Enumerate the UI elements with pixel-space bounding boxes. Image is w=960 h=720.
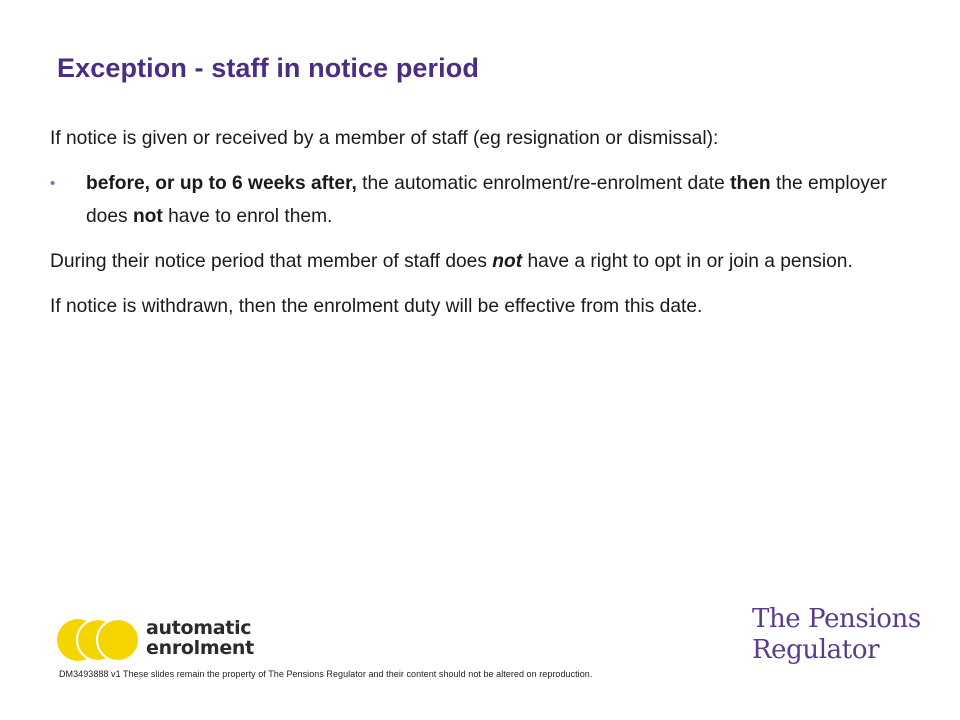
bullet-icon: • bbox=[50, 175, 56, 192]
automatic-enrolment-logo bbox=[56, 616, 256, 664]
ae-logo-line2: enrolment bbox=[146, 637, 254, 659]
footer-note: DM3493888 v1 These slides remain the property of The Pensions Regulator and their content should not be altered on reproduction. bbox=[59, 669, 593, 679]
paragraph-text: During their notice period that member of staff does bbox=[50, 251, 493, 272]
bullet-text: the employer does bbox=[86, 173, 887, 227]
slide-content bbox=[50, 122, 920, 335]
bullet-bold-text: before, or up to 6 weeks after, bbox=[86, 173, 357, 194]
bullet-text: have to enrol them. bbox=[162, 206, 333, 227]
bullet-text: the automatic enrolment/re-enrolment date bbox=[356, 173, 731, 194]
ae-logo-line1: automatic bbox=[146, 617, 252, 639]
notice-period-paragraph bbox=[50, 245, 920, 278]
emphasis-text: not bbox=[492, 251, 523, 272]
bullet-list bbox=[50, 167, 920, 233]
bullet-bold-text: then bbox=[730, 173, 771, 194]
slide-title: Exception - staff in notice period bbox=[57, 53, 479, 83]
pensions-regulator-logo bbox=[752, 604, 921, 666]
tpr-logo-line1: The Pensions bbox=[752, 604, 921, 634]
intro-paragraph: If notice is given or received by a member of staff (eg resignation or dismissal): bbox=[50, 128, 719, 149]
ae-circles-icon bbox=[56, 616, 140, 664]
withdrawn-paragraph: If notice is withdrawn, then the enrolment duty will be effective from this date. bbox=[50, 296, 703, 317]
list-item bbox=[50, 167, 920, 233]
tpr-logo-line2: Regulator bbox=[752, 635, 880, 665]
paragraph-text: have a right to opt in or join a pension. bbox=[522, 251, 853, 272]
ae-logo-text bbox=[146, 618, 254, 658]
bullet-bold-text: not bbox=[132, 206, 163, 227]
